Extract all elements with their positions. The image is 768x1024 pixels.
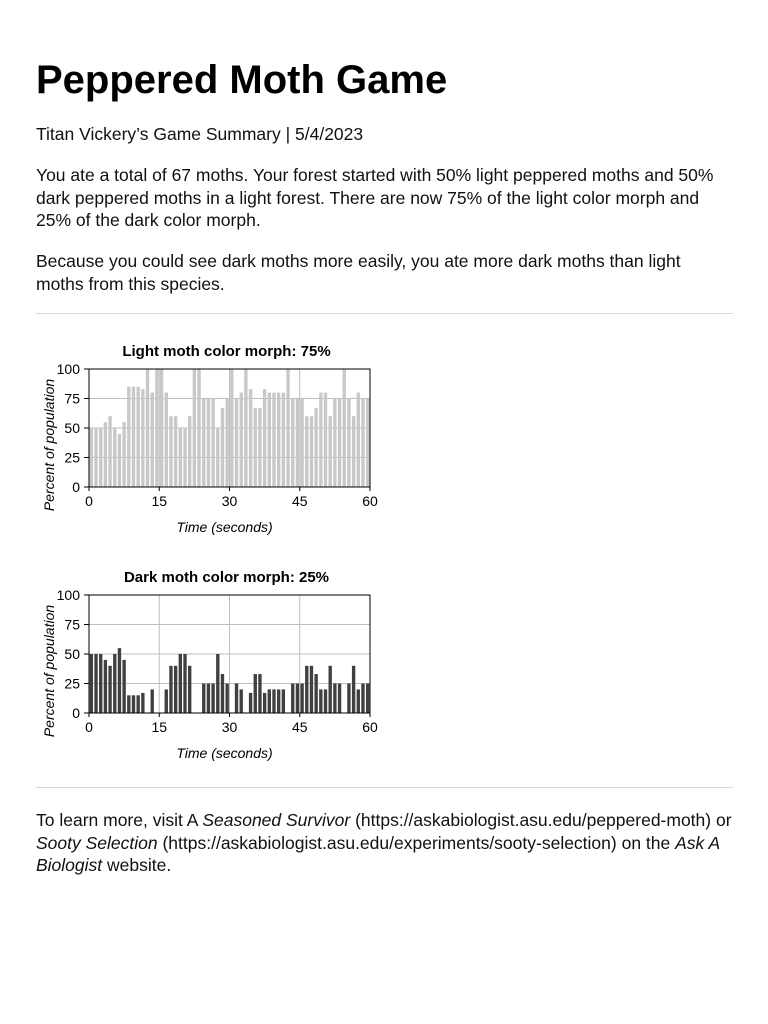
chart-bar: [324, 393, 327, 487]
chart-bar: [366, 399, 369, 488]
chart-bar: [202, 684, 205, 714]
chart-bar: [127, 695, 130, 713]
x-tick-label: 45: [291, 493, 308, 509]
chart-bar: [169, 416, 172, 487]
y-tick-label: 100: [56, 361, 80, 377]
chart-bar: [151, 393, 154, 487]
chart-bar: [361, 684, 364, 714]
chart-bar: [258, 674, 261, 713]
summary-paragraph: You ate a total of 67 moths. Your forest started with 50% light peppered moths and 50% dark peppered moths in a light forest. There are now 75% of the light color morph and 25% of the dark color morph.: [36, 165, 714, 230]
chart-bar: [122, 660, 125, 713]
x-tick-label: 15: [151, 719, 168, 735]
chart-bar: [146, 369, 149, 487]
chart-bar: [366, 684, 369, 714]
light-morph-chart: [36, 330, 396, 545]
chart-bar: [211, 684, 214, 714]
chart-bar: [361, 399, 364, 488]
x-tick-label: 0: [85, 493, 93, 509]
chart-bar: [305, 666, 308, 713]
y-tick-label: 0: [72, 479, 80, 495]
chart-bar: [296, 684, 299, 714]
dark-morph-chart: [36, 556, 396, 771]
footer-prefix: To learn more, visit A: [36, 810, 203, 830]
chart-bar: [151, 689, 154, 713]
chart-bar: [352, 416, 355, 487]
chart-bar: [118, 648, 121, 713]
chart-bar: [338, 399, 341, 488]
chart-bar: [165, 393, 168, 487]
chart-bar: [291, 399, 294, 488]
chart-bar: [254, 408, 257, 487]
chart-bar: [113, 428, 116, 487]
chart-bar: [160, 369, 163, 487]
chart-bar: [244, 369, 247, 487]
chart-bar: [352, 666, 355, 713]
chart-bar: [300, 399, 303, 488]
chart-bar: [188, 666, 191, 713]
chart-bar: [202, 399, 205, 488]
explanation-paragraph: Because you could see dark moths more easily, you ate more dark moths than light moths from this species.: [36, 251, 681, 294]
chart-bar: [277, 393, 280, 487]
chart-bar: [314, 408, 317, 487]
x-tick-label: 60: [362, 493, 378, 509]
chart-bar: [99, 428, 102, 487]
chart-bar: [282, 393, 285, 487]
x-tick-label: 30: [221, 493, 238, 509]
chart-bar: [333, 684, 336, 714]
chart-bar: [104, 660, 107, 713]
chart-bar: [258, 408, 261, 487]
chart-bar: [132, 387, 135, 487]
x-tick-label: 45: [291, 719, 308, 735]
chart-bar: [235, 684, 238, 714]
chart-bar: [99, 654, 102, 713]
chart-bar: [188, 416, 191, 487]
chart-bar: [240, 393, 243, 487]
chart-bar: [221, 408, 224, 487]
chart-bar: [291, 684, 294, 714]
y-tick-label: 50: [64, 420, 80, 436]
x-axis-label: Time (seconds): [176, 519, 273, 535]
sooty-selection-url: (https://askabiologist.asu.edu/experiments/sooty-selection) on the: [157, 832, 676, 853]
x-tick-label: 15: [151, 493, 168, 509]
chart-bar: [282, 689, 285, 713]
chart-bar: [240, 689, 243, 713]
chart-bar: [127, 387, 130, 487]
chart-bar: [272, 689, 275, 713]
chart-bar: [296, 399, 299, 488]
chart-bar: [338, 684, 341, 714]
seasoned-survivor-url: (https://askabiologist.asu.edu/peppered-moth) or: [350, 810, 732, 830]
chart-bar: [230, 369, 233, 487]
chart-bar: [249, 693, 252, 713]
footer-suffix: website.: [102, 855, 172, 875]
y-tick-label: 100: [56, 587, 80, 603]
chart-bar: [347, 684, 350, 714]
chart-bar: [183, 654, 186, 713]
chart-bar: [225, 399, 228, 488]
chart-bar: [249, 389, 252, 487]
chart-bar: [94, 428, 97, 487]
chart-bar: [211, 399, 214, 488]
y-tick-label: 0: [72, 705, 80, 721]
chart-bar: [122, 422, 125, 487]
chart-bar: [141, 693, 144, 713]
chart-bar: [263, 693, 266, 713]
chart-bar: [310, 666, 313, 713]
x-tick-label: 60: [362, 719, 378, 735]
chart-bar: [286, 369, 289, 487]
chart-bar: [174, 666, 177, 713]
y-tick-label: 25: [64, 675, 80, 692]
chart-bar: [108, 416, 111, 487]
x-tick-label: 0: [85, 719, 93, 735]
chart-bar: [118, 434, 121, 487]
chart-bar: [179, 654, 182, 713]
chart-bar: [207, 399, 210, 488]
chart-bar: [216, 428, 219, 487]
chart-bar: [221, 674, 224, 713]
seasoned-survivor-title: Seasoned Survivor: [202, 810, 351, 830]
chart-bar: [329, 416, 332, 487]
chart-bar: [268, 689, 271, 713]
chart-title: Dark moth color morph: 25%: [123, 569, 330, 586]
chart-bar: [300, 684, 303, 714]
chart-bar: [193, 369, 196, 487]
x-tick-label: 30: [221, 719, 238, 735]
chart-bar: [319, 689, 322, 713]
chart-bar: [183, 428, 186, 487]
chart-bar: [108, 666, 111, 713]
chart-bar: [357, 689, 360, 713]
chart-bar: [169, 666, 172, 713]
chart-bar: [207, 684, 210, 714]
chart-bar: [136, 695, 139, 713]
chart-bar: [347, 399, 350, 488]
chart-bar: [179, 428, 182, 487]
y-tick-label: 25: [64, 449, 80, 466]
chart-bar: [254, 674, 257, 713]
chart-bar: [104, 422, 107, 487]
chart-bar: [319, 393, 322, 487]
chart-bar: [268, 393, 271, 487]
chart-bar: [132, 695, 135, 713]
chart-bar: [90, 428, 93, 487]
chart-bar: [263, 389, 266, 487]
y-axis-label: Percent of population: [41, 604, 57, 738]
y-axis-label: Percent of population: [41, 378, 57, 512]
divider-bottom: [36, 787, 733, 788]
ask-a-biologist-name: Ask A Biologist: [36, 832, 720, 875]
chart-bar: [197, 369, 200, 487]
divider-top: [36, 313, 733, 314]
y-tick-label: 50: [64, 646, 80, 662]
x-axis-label: Time (seconds): [176, 745, 273, 761]
chart-bar: [113, 654, 116, 713]
chart-bar: [141, 389, 144, 487]
chart-title: Light moth color morph: 75%: [122, 343, 331, 360]
chart-bar: [136, 387, 139, 487]
chart-bar: [357, 393, 360, 487]
learn-more-paragraph: [36, 809, 733, 877]
chart-bar: [329, 666, 332, 713]
chart-bar: [324, 689, 327, 713]
chart-bar: [333, 399, 336, 488]
chart-bar: [272, 393, 275, 487]
chart-bar: [310, 416, 313, 487]
y-tick-label: 75: [64, 616, 80, 633]
chart-bar: [90, 654, 93, 713]
chart-bar: [94, 654, 97, 713]
chart-bar: [343, 369, 346, 487]
y-tick-label: 75: [64, 390, 80, 407]
chart-bar: [216, 654, 219, 713]
chart-bar: [305, 416, 308, 487]
sooty-selection-title: Sooty Selection: [36, 832, 158, 853]
chart-bar: [174, 416, 177, 487]
chart-bar: [155, 369, 158, 487]
chart-bar: [235, 399, 238, 488]
chart-bar: [165, 689, 168, 713]
game-summary-subtitle: Titan Vickery’s Game Summary | 5/4/2023: [36, 124, 364, 144]
chart-bar: [277, 689, 280, 713]
page-title: Peppered Moth Game: [36, 58, 448, 102]
chart-bar: [314, 674, 317, 713]
chart-bar: [225, 684, 228, 714]
